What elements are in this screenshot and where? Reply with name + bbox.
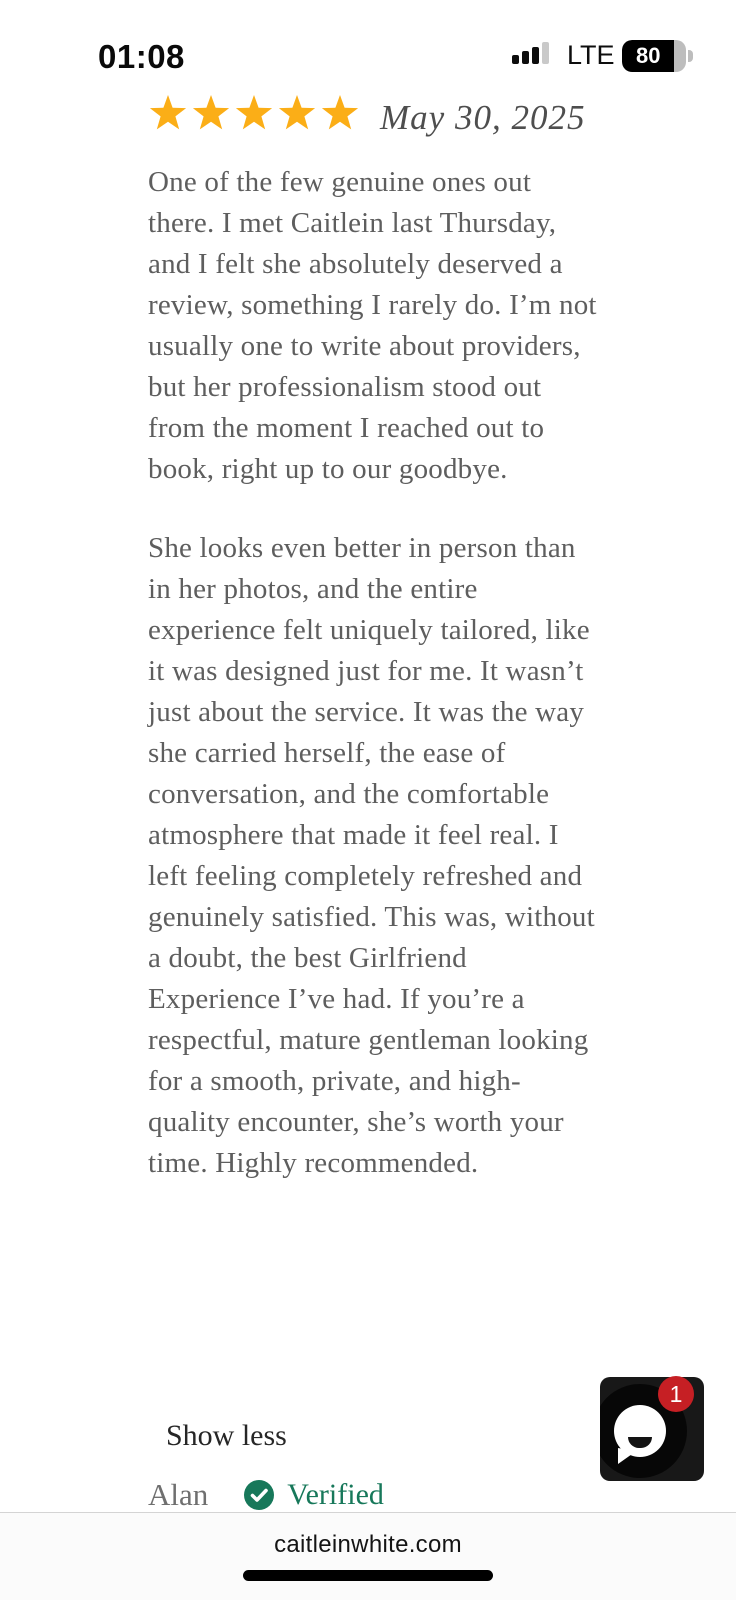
star-icon <box>320 94 360 132</box>
chat-bubble-smile <box>628 1437 652 1448</box>
signal-bar <box>522 51 529 64</box>
cellular-signal-icon <box>512 42 558 64</box>
star-icon <box>234 94 274 132</box>
review-paragraph: One of the few genuine ones out there. I met Caitlein last Thursday, and I felt she absolutely deserved a review, something I rarely do. I’m not usually one to write about providers, but her professionalism stood out from the moment I reached out to book, right up to our goodbye. <box>148 166 597 485</box>
chat-bubble-icon <box>614 1405 666 1457</box>
battery-fill <box>622 40 674 72</box>
signal-bar <box>512 55 519 64</box>
review-paragraph: She looks even better in person than in her photos, and the entire experience felt uniquely tailored, like it was designed just for me. It wasn’t just about the service. It was the way she carried herself, the ease of conversation, and the comfortable atmosphere that made it feel real. I left feeling completely refreshed and genuinely satisfied. This was, without a doubt, the best Girlfriend Experience I’ve had. If you’re a respectful, mature gentleman looking for a smooth, private, and high-quality encounter, she’s worth your time. Highly recommended. <box>148 532 595 1179</box>
battery-icon <box>622 40 686 72</box>
star-icon <box>191 94 231 132</box>
review-text <box>148 162 600 1222</box>
network-type-label: LTE <box>567 40 615 70</box>
address-bar[interactable]: caitleinwhite.com <box>274 1531 462 1558</box>
signal-bar <box>532 47 539 64</box>
verified-label: Verified <box>287 1478 384 1511</box>
author-name: Alan <box>148 1477 209 1512</box>
status-bar-time: 01:08 <box>98 38 185 75</box>
review-author-row <box>148 1477 384 1513</box>
battery-percent-label: 80 <box>635 43 661 68</box>
review-date: May 30, 2025 <box>380 98 586 137</box>
battery-cap <box>688 50 693 62</box>
chat-unread-badge <box>658 1376 694 1412</box>
chat-unread-count: 1 <box>669 1380 683 1407</box>
star-rating <box>148 94 360 132</box>
star-icon <box>277 94 317 132</box>
verified-check-icon <box>244 1480 274 1510</box>
star-icon <box>148 94 188 132</box>
home-indicator[interactable] <box>243 1570 493 1581</box>
show-less-link[interactable]: Show less <box>166 1419 287 1452</box>
signal-bar <box>542 42 549 64</box>
browser-bottom-bar <box>0 1512 736 1600</box>
verified-badge <box>244 1478 384 1512</box>
